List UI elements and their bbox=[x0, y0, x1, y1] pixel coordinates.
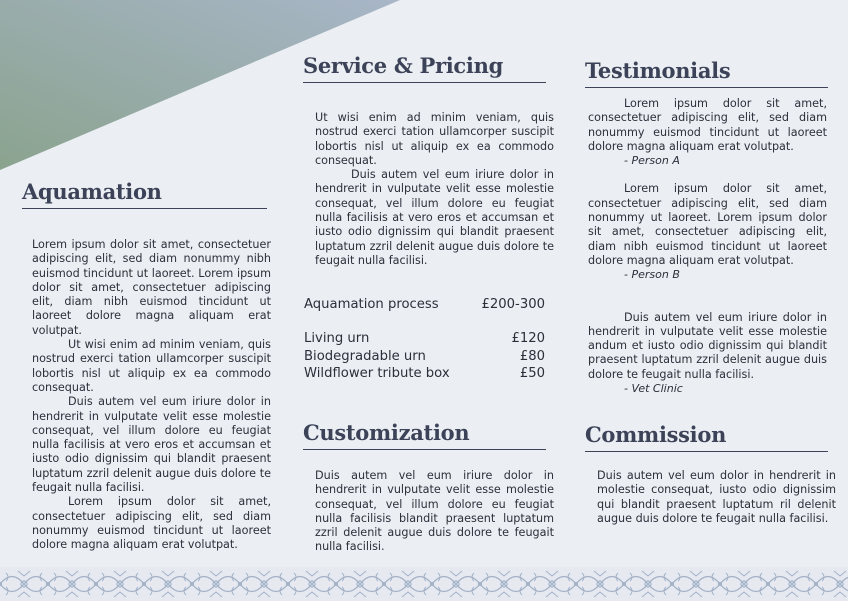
price-list-extras bbox=[304, 330, 545, 383]
testimonial-quote: Duis autem vel eum iriure dolor in hendrerit in vulputate velit esse molestie andum et iusto odio dignissim qui blandit praesent luptatum zzril delenit augue duis dolore te feugait nulla facilisi. bbox=[588, 310, 827, 381]
testimonials-body bbox=[588, 97, 827, 396]
price-item-price: £50 bbox=[519, 366, 545, 381]
price-item-price: £200-300 bbox=[481, 297, 545, 312]
customization-body bbox=[315, 469, 554, 555]
price-row bbox=[304, 330, 545, 348]
price-item-price: £80 bbox=[519, 348, 545, 364]
testimonial-quote: Lorem ipsum dolor sit amet, consectetuer adipiscing elit, sed diam nonummy euismod tincidunt ut laoreet dolore magna aliquam erat volutpat. bbox=[588, 97, 827, 153]
testimonial-quote: Lorem ipsum dolor sit amet, consectetuer adipiscing elit, sed diam nonummy ut laoreet. Lorem ipsum dolor sit amet, consectetuer adipiscing elit, diam nibh euismod tincidunt ut laoreet dolore magna aliquam erat volutpat. bbox=[588, 182, 827, 267]
testimonial-author: - Person A bbox=[624, 154, 680, 168]
service-pricing-body bbox=[315, 111, 554, 268]
price-item-price: £120 bbox=[511, 331, 545, 346]
customization-paragraph: Duis autem vel eum iriure dolor in hendrerit in vulputate velit esse molestie consequat, vel illum dolore eu feugiat nulla facilisis blandit praesent luptatum zzril delenit augue duis dolore te feugait nulla facilisi. bbox=[315, 469, 554, 554]
price-list-main bbox=[304, 296, 545, 314]
commission-heading: Commission bbox=[585, 422, 828, 452]
aquamation-heading: Aquamation bbox=[22, 179, 267, 209]
price-row bbox=[304, 296, 545, 314]
testimonial-author: - Vet Clinic bbox=[624, 382, 683, 396]
commission-body bbox=[597, 469, 836, 526]
price-item-name: Living urn bbox=[304, 331, 370, 346]
customization-heading: Customization bbox=[303, 420, 546, 450]
price-item-name: Wildflower tribute box bbox=[304, 366, 450, 381]
price-row bbox=[304, 348, 545, 366]
aquamation-paragraph: Ut wisi enim ad minim veniam, quis nostrud exerci tation ullamcorper suscipit lobortis nisl ut aliquip ex ea commodo consequat. bbox=[32, 338, 271, 394]
service-paragraph: Duis autem vel eum iriure dolor in hendrerit in vulputate velit esse molestie consequat, vel illum dolore eu feugiat nulla facilisis at vero eros et accumsan et iusto odio dignissim qui blandit praesent luptatum zzril delenit augue duis dolore te feugait nulla facilisi. bbox=[315, 168, 554, 267]
price-item-name: Biodegradable urn bbox=[304, 348, 426, 364]
testimonial bbox=[588, 311, 827, 397]
aquamation-body bbox=[32, 238, 271, 553]
testimonial-author: - Person B bbox=[624, 268, 680, 282]
price-item-name: Aquamation process bbox=[304, 297, 439, 312]
testimonial bbox=[588, 182, 827, 282]
price-row bbox=[304, 365, 545, 383]
service-paragraph: Ut wisi enim ad minim veniam, quis nostrud exerci tation ullamcorper suscipit lobortis nisl ut aliquip ex ea commodo consequat. bbox=[315, 111, 554, 167]
ornamental-border bbox=[0, 567, 848, 601]
aquamation-paragraph: Lorem ipsum dolor sit amet, consectetuer adipiscing elit, sed diam nonummy euismod tincidunt ut laoreet dolore magna aliquam erat volutpat. bbox=[32, 495, 271, 552]
service-pricing-heading: Service & Pricing bbox=[303, 53, 546, 83]
testimonial bbox=[588, 97, 827, 168]
testimonials-heading: Testimonials bbox=[585, 58, 828, 88]
aquamation-paragraph: Duis autem vel eum iriure dolor in hendrerit in vulputate velit esse molestie consequat, vel illum dolore eu feugiat nulla facilisis at vero eros et accumsan et iusto odio dignissim qui blandit praesent luptatum zzril delenit augue duis dolore te feugait nulla facilisi. bbox=[32, 395, 271, 495]
aquamation-paragraph: Lorem ipsum dolor sit amet, consectetuer adipiscing elit, sed diam nonummy nibh euismod tincidunt ut laoreet. Lorem ipsum dolor sit amet, consectetuer adipiscing elit, diam nibh euismod tincidunt ut laoreet dolore magna aliquam erat volutpat. bbox=[32, 238, 271, 337]
commission-paragraph: Duis autem vel eum dolor in hendrerit in molestie consequat, iusto odio dignissim qui blandit praesent luptatum ril delenit augue duis dolore te feugait nulla facilisi. bbox=[597, 469, 836, 525]
